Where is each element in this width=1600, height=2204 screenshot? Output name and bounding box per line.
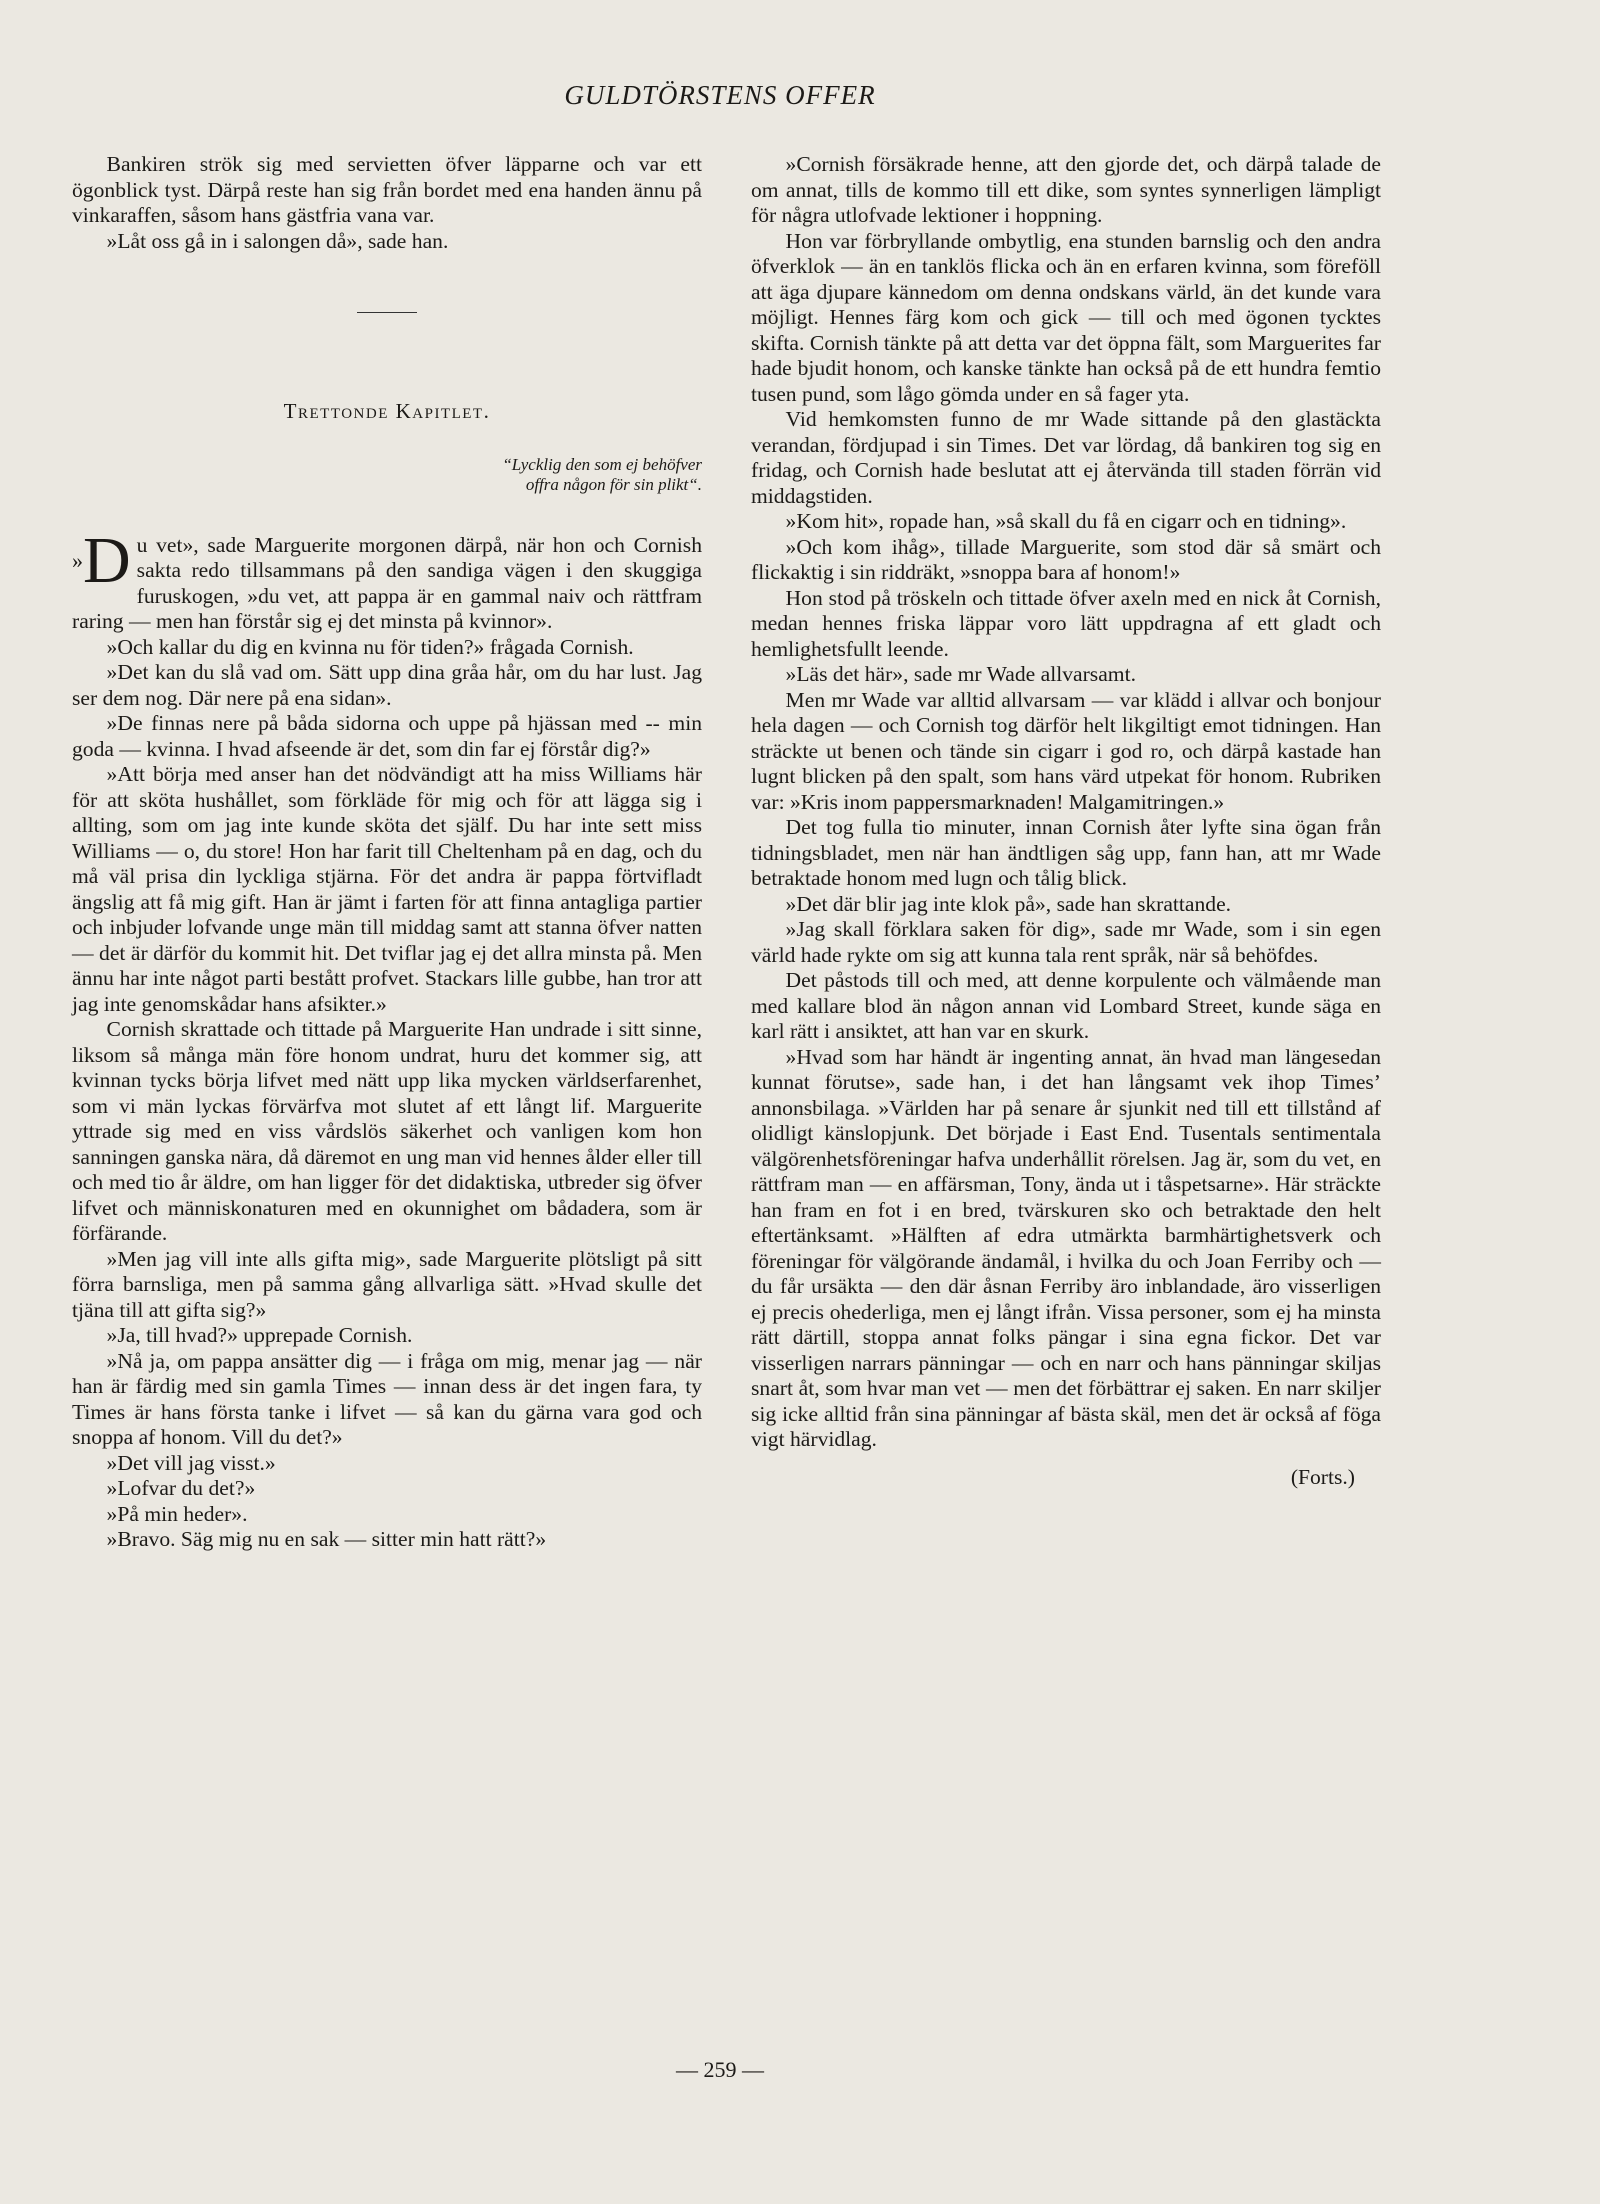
- paragraph: »Det vill jag visst.»: [106, 1450, 276, 1475]
- paragraph: Hon stod på tröskeln och tittade öfver axeln med en nick åt Cornish, medan hennes friska läppar voro lätt uppdragna af ett gladt och hemlighetsfullt leende.: [751, 585, 1381, 661]
- paragraph: »Och kom ihåg», tillade Marguerite, som stod där så smärt och flickaktig i sin riddräkt, »snoppa bara af honom!»: [751, 534, 1381, 584]
- paragraph: »Att börja med anser han det nödvändigt att ha miss Williams här för att sköta hushållet, som förkläde för mig och för att lägga sig i allting, som om jag inte kunde sköta det själf. Du har inte sett miss Williams — o, du store! Hon har farit till Cheltenham på en dag, och du må väl prisa din lyckliga stjärna. För det andra är pappa förtvifladt ängslig att få mig gift. Han är jämt i farten för att finna antagliga partier och inbjuder lofvande unge män till middag samt att stanna öfver natten — det är därför du kommit hit. Det tviflar jag ej det allra minsta på. Men ännu har inte något parti bestått profvet. Stackars lille gubbe, han tror att jag inte genomskådar hans afsikter.»: [72, 762, 702, 1016]
- dropcap: [72, 523, 131, 597]
- epigraph-line: “Lycklig den som ej behöfver: [502, 454, 702, 474]
- paragraph: »Nå ja, om pappa ansätter dig — i fråga om mig, menar jag — när han är färdig med sin gamla Times — innan dess är det ingen fara, ty Times är hans första tanke i lifvet — så kan du gärna vara god och snoppa af honom. Vill du det?»: [72, 1348, 702, 1449]
- section-divider: [357, 312, 417, 313]
- epigraph-line: offra någon för sin plikt“.: [525, 474, 702, 494]
- page-number: — 259 —: [676, 2057, 764, 2082]
- chapter-title: Trettonde Kapitlet.: [283, 399, 491, 423]
- paragraph: »Men jag vill inte alls gifta mig», sade Marguerite plötsligt på sitt förra barnsliga, men på samma gång allvarliga sätt. »Hvad skulle det tjäna till att gifta sig?»: [72, 1246, 702, 1322]
- paragraph: »Cornish försäkrade henne, att den gjorde det, och därpå talade de om annat, tills de kommo till ett dike, som syntes synnerligen lämpligt för några utlofvade lektioner i hoppning.: [751, 152, 1381, 227]
- right-column: [751, 152, 1381, 1490]
- paragraph: Bankiren strök sig med servietten öfver läpparne och var ett ögonblick tyst. Därpå reste han sig från bordet med ena handen ännu på vinkaraffen, såsom hans gästfria vana var.: [72, 152, 702, 227]
- paragraph: Cornish skrattade och tittade på Marguerite Han undrade i sitt sinne, liksom så många män före honom undrat, huru det kommer sig, att kvinnan tycks börja lifvet med nätt upp lika mycken världserfarenhet, som vi män lyckas förvärfva mot slutet af ett långt lif. Marguerite yttrade sig med en viss vårdslös säkerhet och vanligen kom hon sanningen ganska nära, då däremot en ung man vid hennes ålder eller till och med tio år äldre, om han ligger för det didaktiska, utbreder sig öfver lifvet och människonaturen med en okunnighet om bådadera, som är förfärande.: [72, 1017, 702, 1245]
- epigraph: [72, 455, 702, 495]
- paragraph: »Hvad som har händt är ingenting annat, än hvad man längesedan kunnat förutse», sade han, i det han långsamt vek ihop Times’ annonsbilaga. »Världen har på senare år sjunkit ned till ett tillstånd af olidligt känslopjunk. Det började i East End. Tusentals sentimentala välgörenhetsföreningar hafva underhållit rörelsen. Jag är, som du vet, en rättfram man — en affärsman, Tony, ända ut i tåspetsarne». Här sträckte han fram en fot i en bred, tvärskuren sko och betraktade den helt eftertänksamt. »Hälften af edra utmärkta barmhärtighetsverk och föreningar för välgörande ändamål, i hvilka du och Joan Ferriby och — du får ursäkta — den där åsnan Ferriby äro inblandade, äro visserligen ej precis ohederliga, men ej långt ifrån. Vissa personer, som ej ha minsta rätt därtill, stoppa annat folks pängar i sina egna fickor. Det var visserligen narrars pänningar — och en narr och hans pänningar skiljas snart åt, som hvar man vet — men det förbättrar ej saken. En narr skiljer sig icke alltid från sina pänningar af bästa skäl, men det är också af föga vigt härvidlag.: [751, 1044, 1381, 1451]
- paragraph: Vid hemkomsten funno de mr Wade sittande på den glastäckta verandan, fördjupad i sin Times. Det var lördag, då bankiren tog sig en fridag, och Cornish hade beslutat att ej återvända till staden förrän vid middagstiden.: [751, 407, 1381, 508]
- paragraph: »På min heder».: [106, 1501, 248, 1526]
- paragraph: »Jag skall förklara saken för dig», sade mr Wade, som i sin egen värld hade rykte om sig att kunna tala rent språk, när så behöfdes.: [751, 917, 1381, 967]
- paragraph: »Ja, till hvad?» upprepade Cornish.: [106, 1323, 413, 1347]
- paragraph: Hon var förbryllande ombytlig, ena stunden barnslig och den andra öfverklok — än en tanklös flicka och än en erfaren kvinna, som föreföll att äga djupare kännedom om denna ondskans värld, än det kunde vara möjligt. Hennes färg kom och gick — till och med ögonen tycktes skifta. Cornish tänkte på att detta var det öppna fält, som Marguerites far hade bjudit honom, och kanske tänkte han också på de ett hundra femtio tusen pund, som lågo gömda under en så fager yta.: [751, 228, 1381, 406]
- paragraph: Det tog fulla tio minuter, innan Cornish åter lyfte sina ögan från tidningsbladet, men när han ändtligen såg upp, fann han, att mr Wade betraktade honom med lugn och tålig blick.: [751, 815, 1381, 890]
- paragraph: »Bravo. Säg mig nu en sak — sitter min hatt rätt?»: [106, 1527, 547, 1551]
- dropcap-paragraph: [72, 523, 702, 635]
- paragraph: »Låt oss gå in i salongen då», sade han.: [106, 228, 449, 253]
- paragraph: »Det kan du slå vad om. Sätt upp dina gråa hår, om du har lust. Jag ser dem nog. Där nere på ena sidan».: [72, 660, 702, 710]
- paragraph: »Kom hit», ropade han, »så skall du få en cigarr och en tidning».: [785, 509, 1347, 533]
- paragraph: »Och kallar du dig en kvinna nu för tiden?» frågada Cornish.: [106, 634, 634, 659]
- left-column: [72, 152, 702, 1553]
- dropcap-text: u vet», sade Marguerite morgonen därpå, när hon och Cornish sakta redo tillsammans på den sandiga vägen i den skuggiga furuskogen, »du vet, att pappa är en gammal naiv och rättfram raring — men han förstår sig ej det minsta på kvinnor».: [72, 532, 702, 633]
- paragraph: Det påstods till och med, att denne korpulente och välmående man med kallare blod än någon annan vid Lombard Street, kunde säga en karl rätt i ansiktet, att han var en skurk.: [751, 968, 1381, 1043]
- dropcap-letter: D: [83, 523, 131, 597]
- paragraph: »De finnas nere på båda sidorna och uppe på hjässan med -- min goda — kvinna. I hvad afseende är det, som din far ej förstår dig?»: [72, 711, 702, 761]
- running-head: GULDTÖRSTENS OFFER: [564, 80, 876, 110]
- continued-note: (Forts.): [1290, 1464, 1355, 1489]
- paragraph: Men mr Wade var alltid allvarsam — var klädd i allvar och bonjour hela dagen — och Cornish tog därför helt likgiltigt emot tidningen. Han sträckte ut benen och tände sin cigarr i god ro, och därpå kastade han lugnt blicken på den spalt, som hans värd utpekat för honom. Rubriken var: »Kris inom pappersmarknaden! Malgamitringen.»: [751, 687, 1381, 814]
- paragraph: »Läs det här», sade mr Wade allvarsamt.: [785, 662, 1136, 686]
- paragraph: »Lofvar du det?»: [106, 1476, 256, 1500]
- paragraph: »Det där blir jag inte klok på», sade han skrattande.: [785, 891, 1232, 916]
- dropcap-prefix: »: [72, 547, 83, 573]
